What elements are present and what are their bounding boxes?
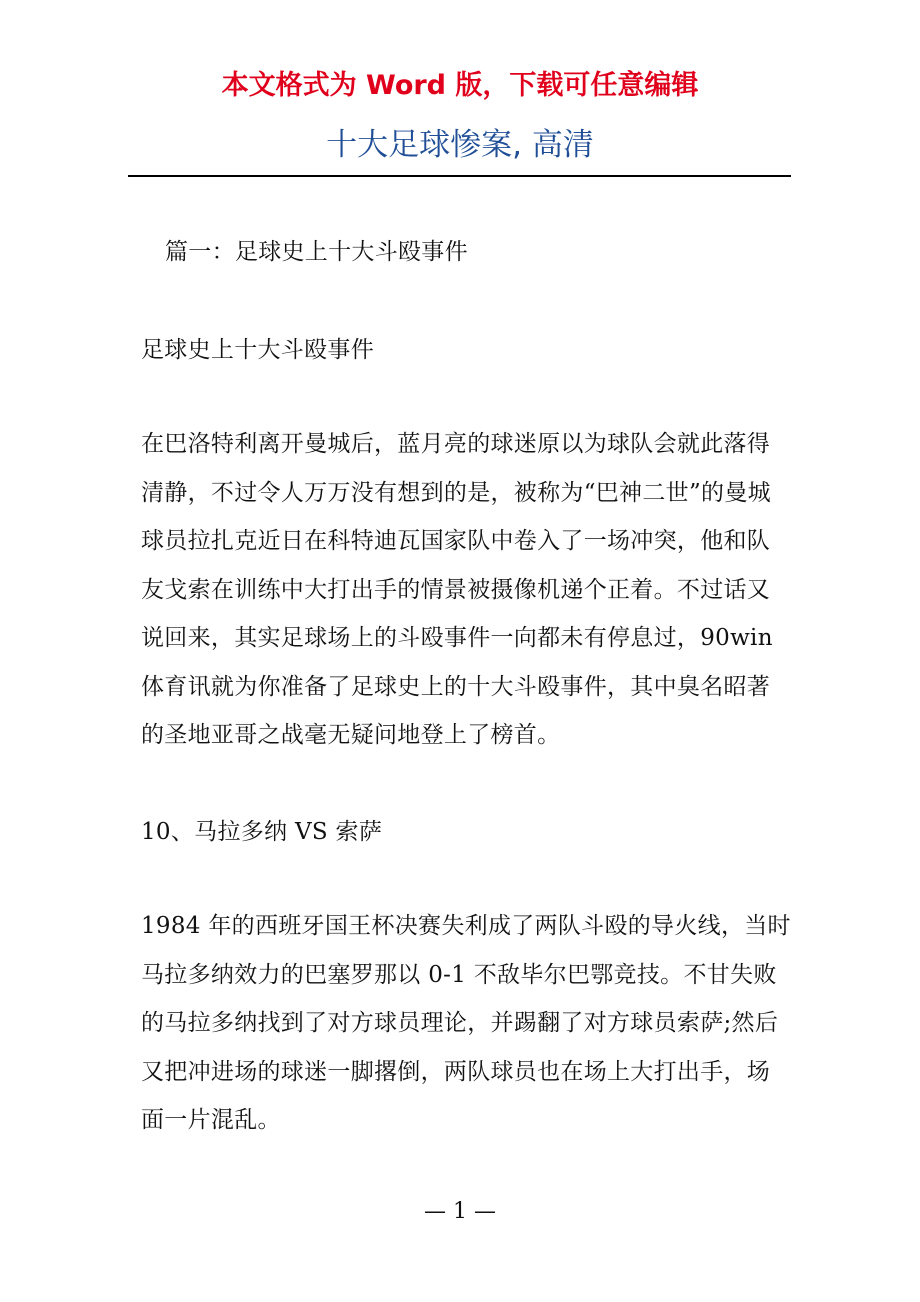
format-notice: 本文格式为 Word 版，下载可任意编辑 xyxy=(221,70,699,101)
intro-paragraph: 在巴洛特利离开曼城后，蓝月亮的球迷原以为球队会就此落得清静，不过令人万万没有想到的是，被称为“巴神二世”的曼城球员拉扎克近日在科特迪瓦国家队中卷入了一场冲突，他和队友戈索在训练中大打出手的情景被摄像机递个正着。不过话又说回来，其实足球场上的斗殴事件一向都未有停息过，90win 体育讯就为你准备了足球史上的十大斗殴事件，其中臭名昭著的圣地亚哥之战毫无疑问地登上了榜首。 xyxy=(141,431,773,748)
page-number: — 1 — xyxy=(424,1199,496,1224)
subheading: 足球史上十大斗殴事件 xyxy=(141,337,374,363)
item-heading: 10、马拉多纳 VS 索萨 xyxy=(141,819,383,845)
title-divider xyxy=(128,175,791,177)
item-paragraph: 1984 年的西班牙国王杯决赛失利成了两队斗殴的导火线，当时马拉多纳效力的巴塞罗那以 0-1 不敌毕尔巴鄂竞技。不甘失败的马拉多纳找到了对方球员理论，并踢翻了对方球员索萨;然后又把冲进场的球迷一脚撂倒，两队球员也在场上大打出手，场面一片混乱。 xyxy=(141,913,791,1133)
section-heading: 篇一：足球史上十大斗殴事件 xyxy=(165,239,468,265)
document-title: 十大足球惨案, 高清 xyxy=(326,127,594,163)
